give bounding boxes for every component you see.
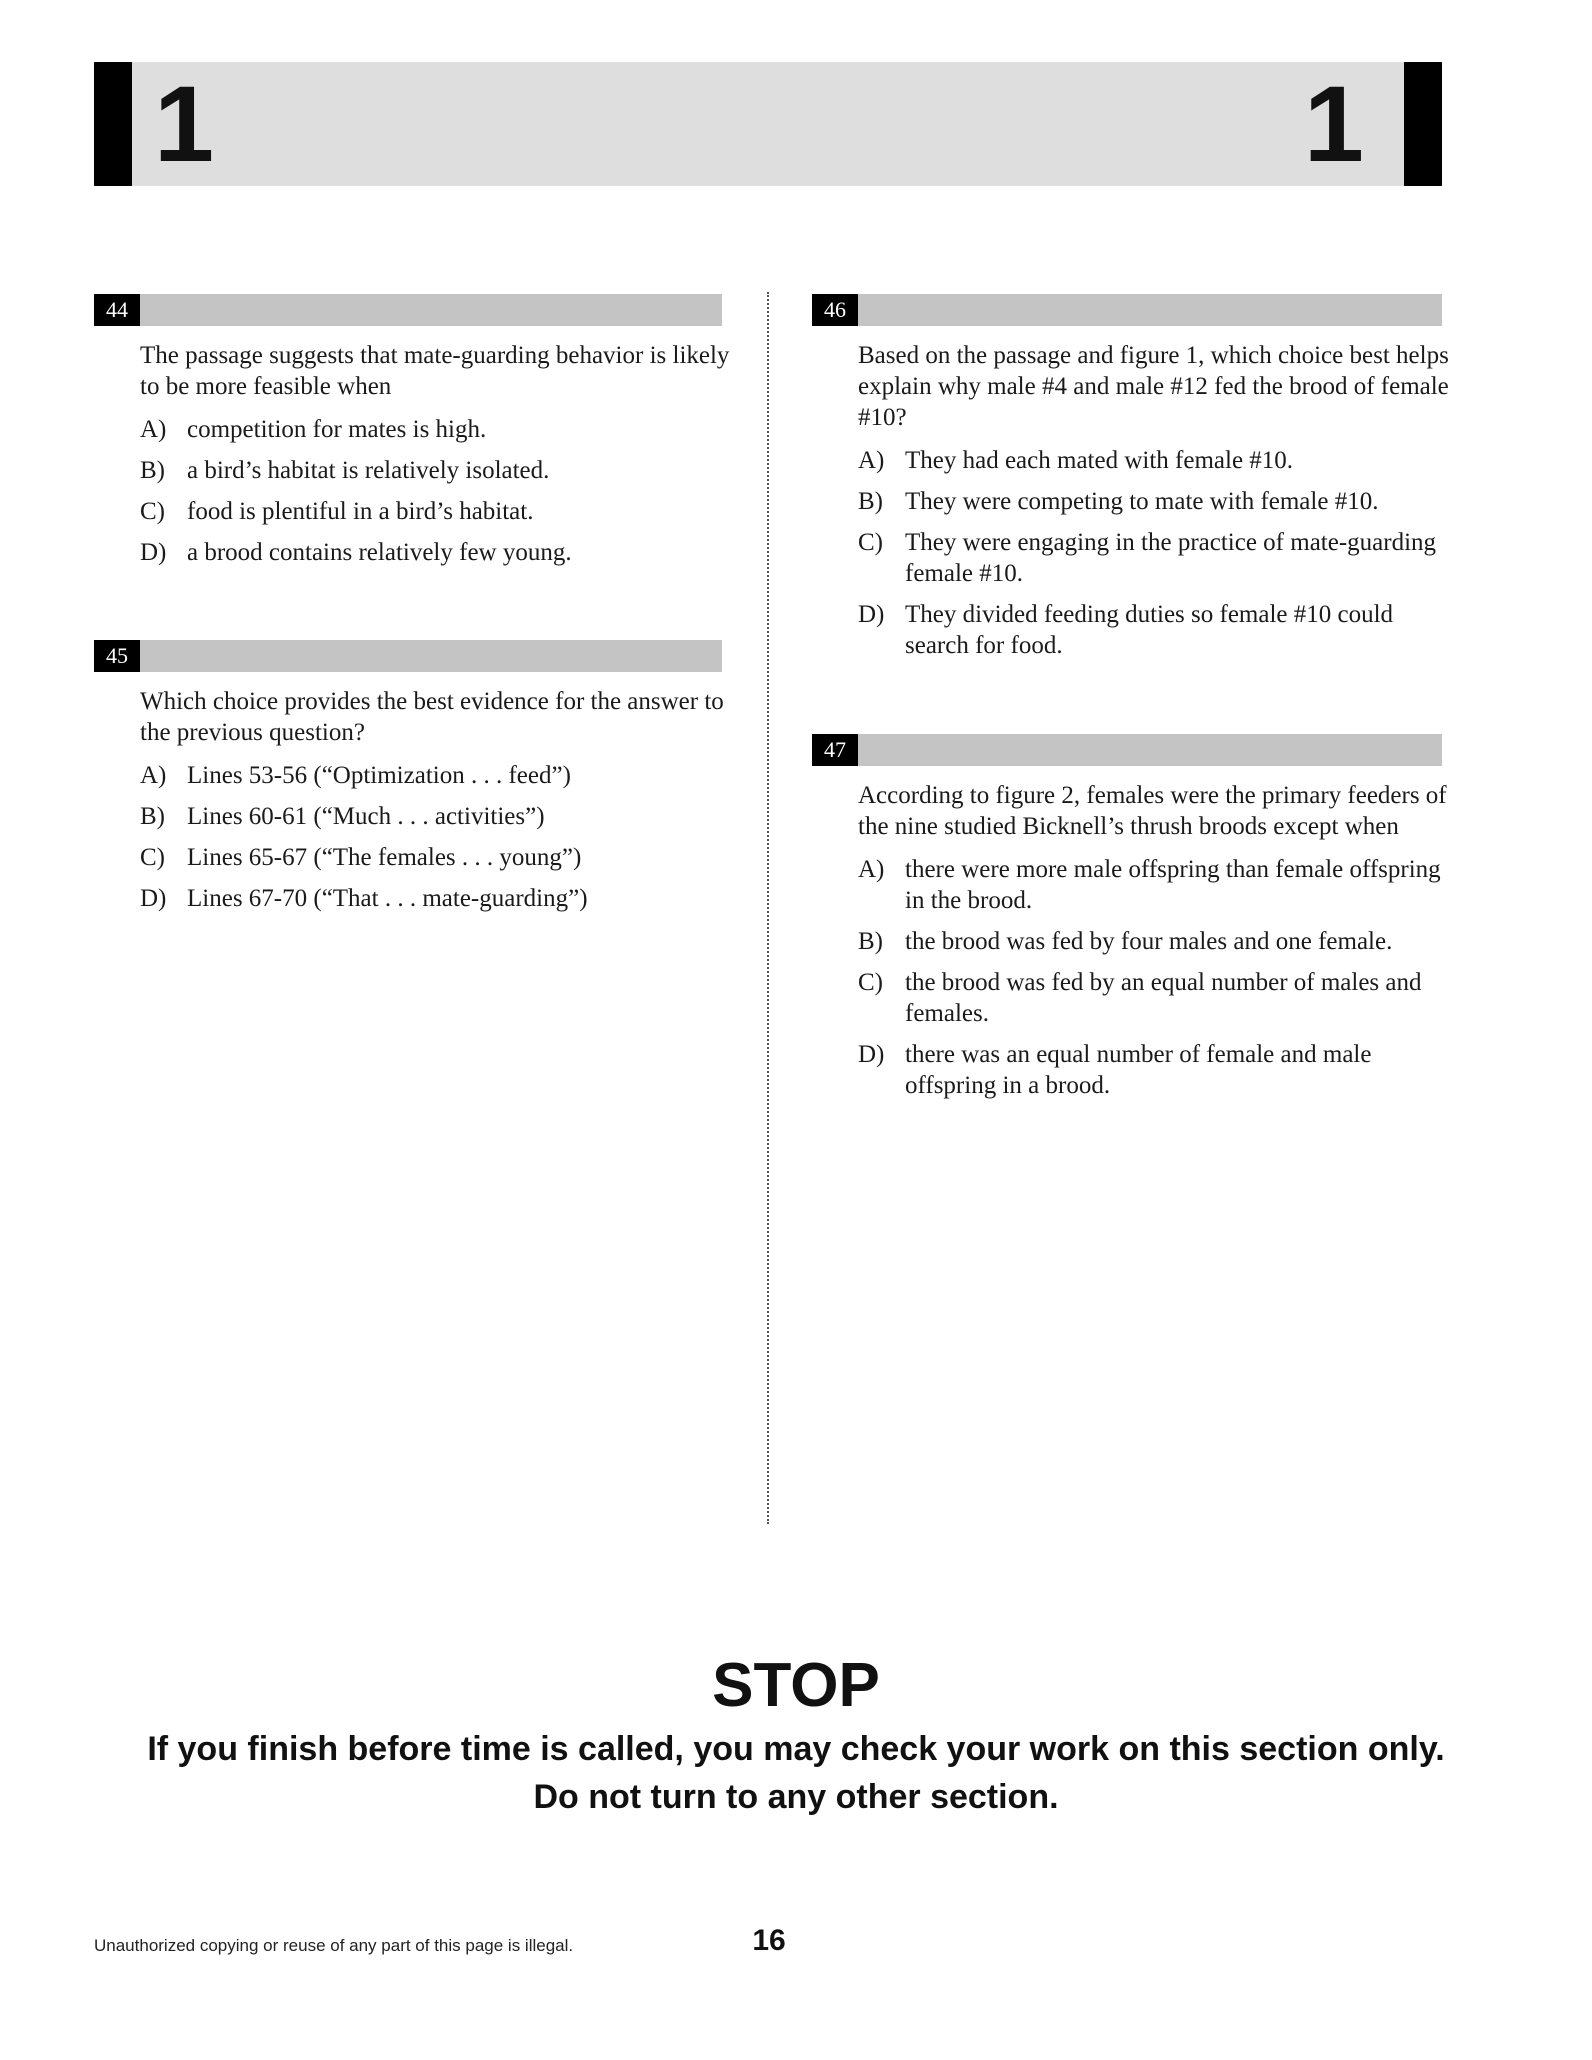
question-47: [858, 780, 1450, 1111]
option-text: Lines 65-67 (“The females . . . young”): [187, 844, 582, 871]
option-letter: C): [140, 844, 165, 871]
answer-option-a[interactable]: [858, 445, 1450, 476]
question-stem: Which choice provides the best evidence for the answer to the previous question?: [140, 688, 724, 746]
banner-bar-left: [94, 62, 132, 186]
option-letter: A): [140, 416, 167, 443]
section-number-left: 1: [154, 63, 215, 184]
option-letter: A): [858, 447, 885, 474]
question-number: 45: [94, 640, 140, 672]
stop-instruction-line-2: Do not turn to any other section.: [533, 1778, 1059, 1816]
option-text: the brood was fed by an equal number of males and females.: [905, 969, 1422, 1027]
option-text: the brood was fed by four males and one female.: [905, 928, 1393, 955]
option-letter: D): [140, 885, 167, 912]
question-45-header: [94, 640, 722, 672]
question-47-header: [812, 734, 1442, 766]
answer-option-a[interactable]: [858, 854, 1450, 916]
answer-option-c[interactable]: [858, 527, 1450, 589]
answer-option-d[interactable]: [858, 599, 1450, 661]
question-46: [858, 340, 1450, 671]
answer-option-d[interactable]: [140, 883, 730, 914]
option-text: food is plentiful in a bird’s habitat.: [187, 498, 534, 525]
option-letter: D): [140, 539, 167, 566]
banner-bar-right: [1404, 62, 1442, 186]
answer-option-a[interactable]: [140, 414, 730, 445]
option-letter: A): [140, 762, 167, 789]
option-letter: C): [858, 529, 883, 556]
question-44: [140, 340, 730, 578]
option-text: there was an equal number of female and male offspring in a brood.: [905, 1041, 1372, 1099]
option-text: a bird’s habitat is relatively isolated.: [187, 457, 550, 484]
option-letter: A): [858, 856, 885, 883]
stop-instruction-line-1: If you finish before time is called, you may check your work on this section only.: [147, 1730, 1445, 1768]
option-letter: B): [858, 488, 883, 515]
question-number: 46: [812, 294, 858, 326]
option-text: Lines 67-70 (“That . . . mate-guarding”): [187, 885, 588, 912]
option-text: They were competing to mate with female #10.: [905, 488, 1379, 515]
question-stem: Based on the passage and figure 1, which choice best helps explain why male #4 and male #12 fed the brood of female #10?: [858, 342, 1449, 431]
option-text: a brood contains relatively few young.: [187, 539, 572, 566]
option-letter: B): [140, 803, 165, 830]
answer-option-c[interactable]: [140, 496, 730, 527]
option-text: They were engaging in the practice of mate-guarding female #10.: [905, 529, 1437, 587]
option-letter: C): [140, 498, 165, 525]
option-text: Lines 53-56 (“Optimization . . . feed”): [187, 762, 571, 789]
question-number: 44: [94, 294, 140, 326]
section-banner: [94, 62, 1442, 186]
answer-option-b[interactable]: [858, 926, 1450, 957]
question-stem: The passage suggests that mate-guarding behavior is likely to be more feasible when: [140, 342, 730, 400]
option-letter: B): [140, 457, 165, 484]
option-text: there were more male offspring than female offspring in the brood.: [905, 856, 1441, 914]
option-text: Lines 60-61 (“Much . . . activities”): [187, 803, 545, 830]
answer-option-a[interactable]: [140, 760, 730, 791]
option-letter: B): [858, 928, 883, 955]
answer-option-c[interactable]: [858, 967, 1450, 1029]
option-letter: C): [858, 969, 883, 996]
answer-option-b[interactable]: [140, 455, 730, 486]
option-letter: D): [858, 1041, 885, 1068]
question-46-header: [812, 294, 1442, 326]
copyright-notice: Unauthorized copying or reuse of any part of this page is illegal.: [94, 1936, 574, 1955]
question-45: [140, 686, 730, 924]
answer-option-b[interactable]: [858, 486, 1450, 517]
answer-option-d[interactable]: [140, 537, 730, 568]
question-stem: According to figure 2, females were the primary feeders of the nine studied Bicknell’s thrush broods except when: [858, 782, 1447, 840]
column-divider: [767, 292, 769, 1524]
option-text: competition for mates is high.: [187, 416, 487, 443]
answer-option-c[interactable]: [140, 842, 730, 873]
answer-option-d[interactable]: [858, 1039, 1450, 1101]
option-text: They had each mated with female #10.: [905, 447, 1294, 474]
option-text: They divided feeding duties so female #10 could search for food.: [905, 601, 1394, 659]
stop-heading: STOP: [712, 1651, 880, 1720]
page-number: 16: [752, 1924, 786, 1957]
question-44-header: [94, 294, 722, 326]
question-number: 47: [812, 734, 858, 766]
option-letter: D): [858, 601, 885, 628]
section-number-right: 1: [1303, 63, 1364, 184]
answer-option-b[interactable]: [140, 801, 730, 832]
